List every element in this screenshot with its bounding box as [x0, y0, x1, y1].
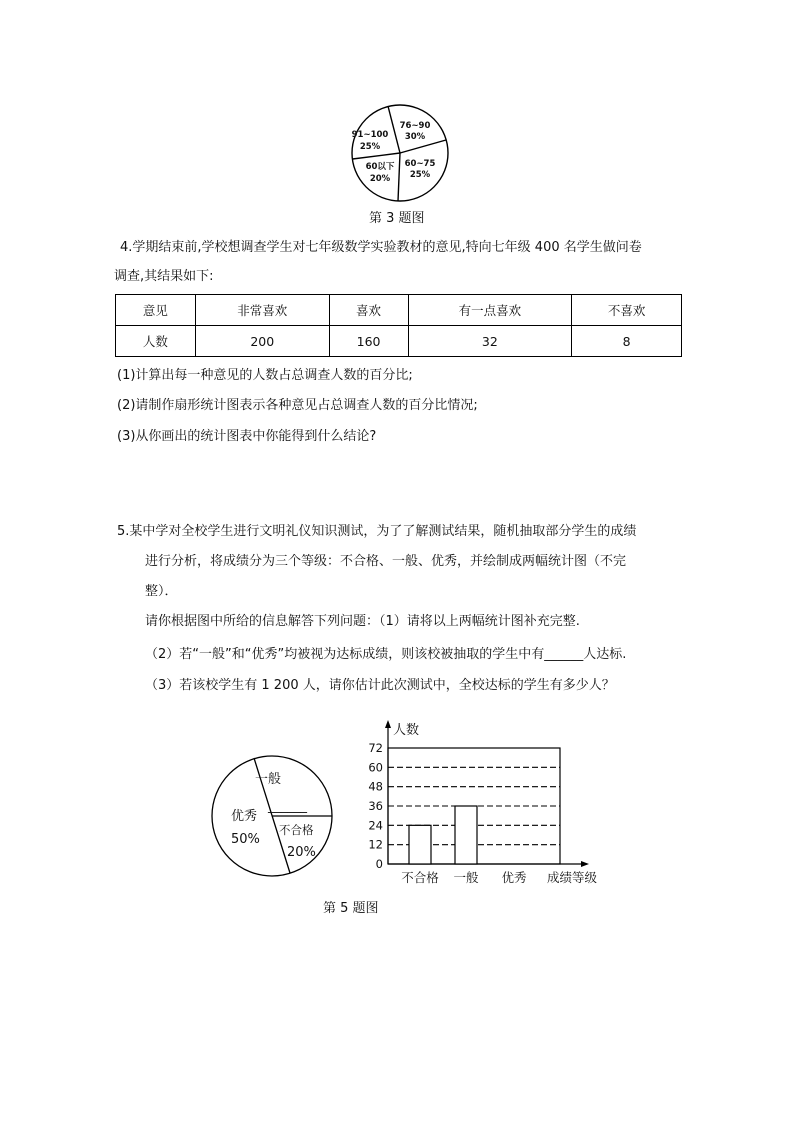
q5-pie-excellent-percent: 50%	[231, 832, 260, 847]
q4-subquestion-2: (2)请制作扇形统计图表示各种意见占总调查人数的百分比情况;	[117, 398, 478, 413]
q4-intro-line1: 4.学期结束前,学校想调查学生对七年级数学实验教材的意见,特向七年级 400 名学生做问卷	[120, 240, 642, 255]
q3-slice-range: 91~100	[351, 130, 389, 140]
q4-intro-line2: 调查,其结果如下:	[114, 269, 214, 284]
q5-pie-general-label: 一般	[255, 772, 282, 787]
q4-subquestion-1: (1)计算出每一种意见的人数占总调查人数的百分比;	[117, 368, 413, 383]
q3-pie-divider	[353, 153, 401, 159]
y-tick-label: 24	[368, 818, 383, 833]
table-cell: 8	[572, 326, 682, 357]
q3-slice-percent: 25%	[359, 142, 381, 152]
table-header-cell: 喜欢	[329, 295, 408, 326]
table-header-cell: 非常喜欢	[195, 295, 329, 326]
q3-slice-range: 60以下	[365, 162, 395, 172]
table-header-cell: 意见	[116, 295, 196, 326]
q5-pie-chart	[205, 752, 340, 882]
x-tick-label: 一般	[453, 870, 479, 885]
q3-slice-percent: 20%	[369, 174, 391, 184]
x-tick-label: 优秀	[501, 870, 527, 885]
y-tick-label: 36	[368, 799, 383, 813]
q3-slice-range: 76~90	[399, 121, 431, 131]
y-tick-label: 60	[368, 760, 383, 775]
table-row	[116, 326, 682, 357]
q5-caption: 第 5 题图	[323, 901, 379, 916]
q5-line2: 进行分析，将成绩分为三个等级：不合格、一般、优秀，并绘制成两幅统计图（不完	[145, 554, 627, 569]
bar	[409, 825, 431, 864]
q3-caption: 第 3 题图	[369, 211, 425, 226]
y-tick-label: 72	[368, 741, 383, 755]
q5-line3: 整）．	[145, 584, 178, 599]
q3-slice-percent: 25%	[409, 170, 431, 180]
table-header-cell: 不喜欢	[572, 295, 682, 326]
y-tick-label: 0	[375, 857, 383, 871]
q5-pie-fail-label: 不合格	[279, 823, 314, 837]
table-cell: 人数	[116, 326, 196, 357]
q5-line6: （3）若该校学生有 1 200 人，请你估计此次测试中，全校达标的学生有多少人？	[145, 678, 615, 693]
q5-line4: 请你根据图中所给的信息解答下列问题：（1）请将以上两幅统计图补充完整.	[145, 614, 580, 629]
q3-pie-divider	[388, 107, 400, 154]
table-cell: 200	[195, 326, 329, 357]
q5-pie-fail-percent: 20%	[287, 845, 316, 860]
table-cell: 32	[408, 326, 572, 357]
q5-pie-general-blank: ______	[268, 799, 307, 814]
q3-slice-range: 60~75	[404, 159, 436, 169]
x-axis-arrow-icon	[581, 861, 589, 867]
bar	[455, 806, 477, 864]
q3-pie-chart	[340, 104, 460, 204]
y-tick-label: 48	[368, 779, 383, 794]
q3-pie-divider	[398, 153, 400, 201]
q5-line1: 5.某中学对全校学生进行文明礼仪知识测试，为了了解测试结果，随机抽取部分学生的成绩	[117, 524, 637, 539]
x-axis-title: 成绩等级	[547, 870, 598, 885]
q5-pie-excellent-label: 优秀	[231, 809, 258, 824]
table-cell: 160	[329, 326, 408, 357]
x-tick-label: 不合格	[401, 870, 439, 885]
q4-survey-table	[115, 294, 682, 357]
q5-line5: （2）若“一般”和“优秀”均被视为达标成绩，则该校被抽取的学生中有______人达标.	[145, 647, 627, 662]
y-axis-title: 人数	[393, 723, 420, 738]
y-axis-arrow-icon	[385, 720, 391, 728]
q5-bar-chart	[355, 718, 610, 890]
q4-subquestion-3: (3)从你画出的统计图表中你能得到什么结论?	[117, 429, 377, 444]
q3-slice-percent: 30%	[404, 132, 426, 142]
table-header-cell: 有一点喜欢	[408, 295, 572, 326]
y-tick-label: 12	[368, 837, 383, 852]
table-header-row	[116, 295, 682, 326]
